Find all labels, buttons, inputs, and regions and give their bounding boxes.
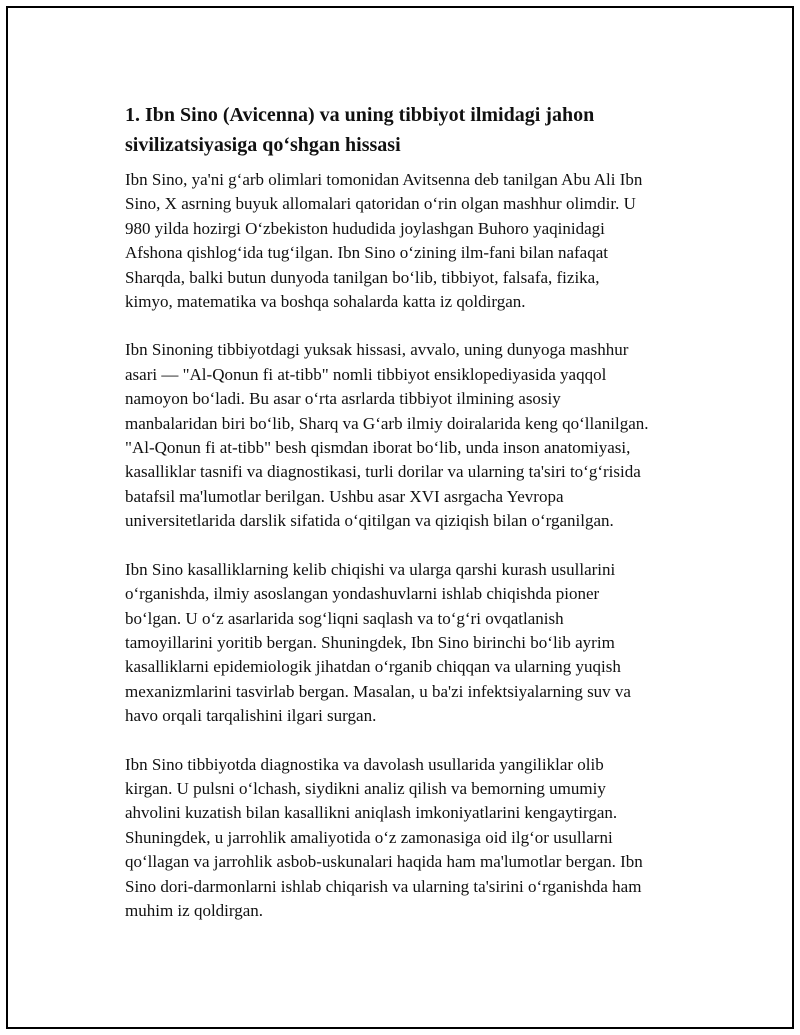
section-heading [125, 100, 695, 160]
text-line: manbalaridan biri bo‘lib, Sharq va G‘arb ilmiy doiralarida keng qo‘llanilgan. [125, 413, 649, 433]
text-line: tamoyillarini yoritib bergan. Shuningdek, Ibn Sino birinchi bo‘lib ayrim [125, 632, 615, 652]
text-line: Afshona qishlog‘ida tug‘ilgan. Ibn Sino o‘zining ilm-fani bilan nafaqat [125, 243, 608, 263]
paragraph-2 [125, 338, 695, 533]
paragraph-3 [125, 558, 695, 729]
text-line: Shuningdek, u jarrohlik amaliyotida o‘z zamonasiga oid ilg‘or usullarni [125, 827, 613, 847]
text-line: Sharqda, balki butun dunyoda tanilgan bo‘lib, tibbiyot, falsafa, fizika, [125, 267, 600, 287]
heading-line: 1. Ibn Sino (Avicenna) va uning tibbiyot ilmidagi jahon [125, 104, 595, 126]
text-line: batafsil ma'lumotlar berilgan. Ushbu asar XVI asrgacha Yevropa [125, 486, 564, 506]
text-line: mexanizmlarini tasvirlab bergan. Masalan, u ba'zi infektsiyalarning suv va [125, 681, 631, 701]
text-line: kasalliklar tasnifi va diagnostikasi, turli dorilar va ularning ta'siri to‘g‘risida [125, 462, 641, 482]
paragraph-4 [125, 753, 695, 924]
text-line: Ibn Sino tibbiyotda diagnostika va davolash usullarida yangiliklar olib [125, 754, 604, 774]
text-line: Ibn Sino, ya'ni g‘arb olimlari tomonidan Avitsenna deb tanilgan Abu Ali Ibn [125, 170, 643, 189]
text-line: o‘rganishda, ilmiy asoslangan yondashuvlarni ishlab chiqishda pioner [125, 584, 600, 604]
text-line: Sino dori-darmonlarni ishlab chiqarish va ularning ta'sirini o‘rganishda ham [125, 876, 642, 896]
text-line: "Al-Qonun fi at-tibb" besh qismdan iborat bo‘lib, unda inson anatomiyasi, [125, 438, 631, 458]
text-line: namoyon bo‘ladi. Bu asar o‘rta asrlarda tibbiyot ilmining asosiy [125, 389, 561, 409]
text-line: universitetlarida darslik sifatida o‘qitilgan va qiziqish bilan o‘rganilgan. [125, 511, 614, 531]
page-frame [6, 6, 794, 1029]
text-line: bo‘lgan. U o‘z asarlarida sog‘liqni saqlash va to‘g‘ri ovqatlanish [125, 608, 564, 628]
text-line: kirgan. U pulsni o‘lchash, siydikni analiz qilish va bemorning umumiy [125, 778, 606, 798]
text-line: ahvolini kuzatish bilan kasallikni aniqlash imkoniyatlarini kengaytirgan. [125, 803, 618, 823]
text-line: 980 yilda hozirgi O‘zbekiston hududida joylashgan Buhoro yaqinidagi [125, 218, 605, 238]
heading-line: sivilizatsiyasiga qo‘shgan hissasi [125, 134, 401, 156]
text-line: havo orqali tarqalishini ilgari surgan. [125, 706, 377, 726]
text-line: asari — "Al-Qonun fi at-tibb" nomli tibbiyot ensiklopediyasida yaqqol [125, 364, 607, 384]
text-line: qo‘llagan va jarrohlik asbob-uskunalari haqida ham ma'lumotlar bergan. Ibn [125, 852, 643, 872]
text-line: kimyo, matematika va boshqa sohalarda katta iz qoldirgan. [125, 292, 526, 312]
text-line: muhim iz qoldirgan. [125, 900, 264, 920]
text-line: Ibn Sino kasalliklarning kelib chiqishi va ularga qarshi kurash usullarini [125, 559, 616, 579]
text-line: Ibn Sinoning tibbiyotdagi yuksak hissasi, avvalo, uning dunyoga mashhur [125, 340, 629, 360]
text-line: Sino, X asrning buyuk allomalari qatoridan o‘rin olgan mashhur olimdir. U [125, 194, 636, 214]
text-line: kasalliklarni epidemiologik jihatdan o‘rganib chiqqan va ularning yuqish [125, 657, 621, 677]
paragraph-1 [125, 168, 695, 314]
document-body [125, 100, 695, 947]
